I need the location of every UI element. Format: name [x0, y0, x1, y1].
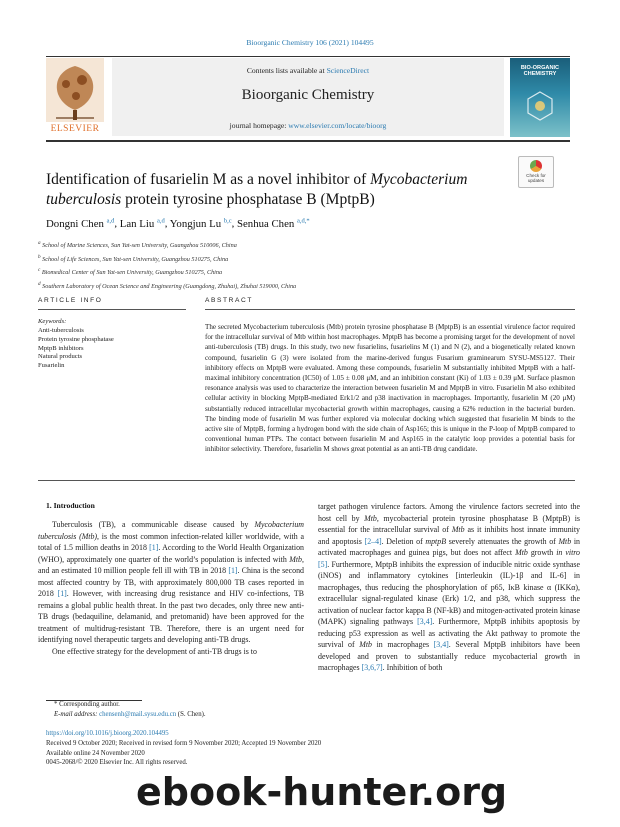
- doi-link[interactable]: https://doi.org/10.1016/j.bioorg.2020.104495: [46, 730, 169, 737]
- author-affiliation-sup: a,d: [106, 217, 115, 224]
- keyword-list: [38, 327, 188, 371]
- check-for-updates-button[interactable]: [518, 156, 554, 188]
- keyword: Fusarielin: [38, 362, 65, 370]
- author[interactable]: Yongjun Lu $^{b,c}$: [169, 217, 232, 230]
- keyword: Protein tyrosine phosphatase: [38, 335, 114, 343]
- affiliation: $^b$ School of Life Sciences, Sun Yat-sen University, Guangzhou 510275, China: [38, 253, 229, 263]
- title-organism: Mycobacterium tuberculosis: [46, 171, 468, 208]
- introduction-heading: 1. Introduction: [46, 501, 95, 510]
- author-affiliation-sup: a,d: [156, 217, 165, 224]
- contents-line: [112, 66, 504, 75]
- title-part1: Identification of fusarielin M as a novel inhibitor of: [46, 171, 371, 188]
- copyright: 0045-2068/© 2020 Elsevier Inc. All rights reserved.: [46, 759, 188, 767]
- intro-right-column: target pathogen virulence factors. Among the virulence factors secreted into the host cell by Mtb, mycobacterial protein tyrosine phosphatase B (MptpB) is essential for the intracellular survival of Mtb as it inhibits host innate immunity and apoptosis [2–4]. Deletion of mptpB severely attenuates the growth of Mtb in activated macrophages and guinea pigs, but does not affect Mtb growth in vitro [5]. Furthermore, MptpB inhibits the expression of inducible nitric oxide synthase (iNOS) and inflammatory cytokines [interleukin (IL)-1β and IL-6] in macrophages, thus reducing the phosphorylation of p65, IκB kinase α (IKKα), extracellular signal-regulated kinase (Erk) 1/2, and p38, which suppress the activation of nuclear factor kappa B (NF-kB) and mitogen-activated protein kinase (MAPK) signaling pathways [3,4]. Furthermore, MptpB inhibits apoptosis by reducing p53 expression as well as activating the Akt pathway to promote the survival of Mtb in macrophages [3,4]. Several MptpB inhibitors have been developed and proven to substantially reduce mycobacterial growth in macrophages [3,6,7]. Inhibition of both: [318, 502, 581, 672]
- keyword: Anti-tuberculosis: [38, 327, 84, 334]
- author[interactable]: Senhua Chen $^{a,d,*}$: [237, 217, 310, 230]
- homepage-prefix: journal homepage:: [229, 121, 289, 130]
- author-list: Dongni Chen $^{a,d}$, Lan Liu $^{a,d}$, Yongjun Lu $^{b,c}$, Senhua Chen $^{a,d,*}$: [46, 217, 310, 230]
- corresponding-author-note: * Corresponding author.: [54, 701, 120, 708]
- affiliation: $^a$ School of Marine Sciences, Sun Yat-sen University, Guangzhou 510006, China: [38, 240, 237, 250]
- keyword: MptpB inhibitors: [38, 344, 84, 352]
- author[interactable]: Dongni Chen $^{a,d}$: [46, 217, 115, 230]
- abstract-rule-bottom: [38, 480, 575, 481]
- journal-cover: [510, 58, 570, 137]
- keyword: Natural products: [38, 353, 83, 361]
- elsevier-logo: [46, 58, 104, 138]
- sciencedirect-link[interactable]: ScienceDirect: [326, 66, 370, 75]
- article-info-rule: [38, 309, 186, 310]
- affiliations: [38, 238, 558, 293]
- keywords-label: Keywords:: [38, 318, 67, 325]
- article-title: [46, 170, 506, 210]
- abstract-heading: ABSTRACT: [205, 297, 253, 304]
- intro-left-column: Tuberculosis (TB), a communicable disease caused by Mycobacterium tuberculosis (Mtb), is the most common infection-related killer worldwide, with a total of 1.5 million deaths in 2018 [1]. According to the World Health Organization (WHO), approximately one quarter of the world’s population is infected with Mtb, and an estimated 10 million people fell ill with TB in 2018 [1]. China is the second most affected country by TB, with approximately 800,000 TB cases reported in 2018 [1]. However, with increasing drug resistance and HIV co-infections, TB remains a global public health threat. In the past two decades, only three new anti-TB drugs (bedaquiline, delamanid, and pretomanid) have been approved for the treatment of multidrug-resistant TB. Therefore, there is an urgent need for identifying novel therapeutic targets and developing anti-TB drugs. One effective strategy for the development of anti-TB drugs is to: [38, 520, 304, 656]
- email-note: E-mail address: chensenh@mail.sysu.edu.cn (S. Chen).: [54, 711, 206, 718]
- check-updates-label: Check for updates: [526, 173, 546, 183]
- abstract-text: The secreted Mycobacterium tuberculosis (Mtb) protein tyrosine phosphatase B (MptpB) is an essential virulence factor required for the intracellular survival of Mtb within host macrophages. MptpB has become a promising target for the development of novel anti-tuberculosis (TB) drugs. In this study, two new fusarielins, fusarielins M (1) and N (2), and a biogenetically related known compound, fusarielin G (3) were isolated from the marine-derived fungus Fusarium graminearum SYSU-MS5127. Their inhibitory effects on MptpB were evaluated. Among these compounds, fusarielin M substantially inhibited MptpB with a half-maximal inhibitory concentration (IC50) of 1.05 ± 0.08 μM, and an inhibition constant (Ki) of 1.03 ± 0.39 μM. Surface plasmon resonance analysis was used to characterize the interaction between fusarielin M and MptpB in vitro. Fusarielin M also exhibited cellular activity in blocking MptpB-mediated Erk1/2 and p38 inactivation in macrophages. Importantly, fusarielin M (20 μM) substantially reduced intracellular mycobacterial growth within macrophages, causing a 62% reduction in the bacterial burden. The binding mode of fusarielin M was further explored via molecular docking which suggested that fusarielin M binds to the active site of MptpB, forming a hydrogen bond with the side chain of Asp165; this is unique in the P-loop of MptpB compared to conventional human PTPs. The contact between fusarielin M and Asp165 in the catalytic loop provides a potential basis for inhibitor selectivity. Therefore, fusarielin M shows great potential as an anti-TB drug candidate.: [205, 323, 575, 454]
- article-info-heading: ARTICLE INFO: [38, 297, 103, 304]
- contents-prefix: Contents lists available at: [246, 66, 327, 75]
- footnotes: [54, 700, 354, 720]
- journal-citation[interactable]: Bioorganic Chemistry 106 (2021) 104495: [246, 38, 374, 47]
- author-affiliation-sup: b,c: [223, 217, 232, 224]
- homepage-link[interactable]: www.elsevier.com/locate/bioorg: [288, 121, 387, 130]
- affiliation: $^c$ Biomedical Center of Sun Yat-sen University, Guangzhou 510275, China: [38, 267, 223, 277]
- journal-title: Bioorganic Chemistry: [241, 87, 375, 103]
- header-rule-top: [46, 56, 570, 57]
- header-rule-bottom: [46, 140, 570, 142]
- publisher-name: ELSEVIER: [50, 124, 100, 134]
- affiliation: $^d$ Southern Laboratory of Ocean Science and Engineering (Guangdong, Zhuhai), Zhuhai 519000, China: [38, 280, 297, 291]
- check-updates-icon: [530, 160, 542, 172]
- email-link[interactable]: chensenh@mail.sysu.edu.cn: [99, 711, 177, 718]
- available-online: Available online 24 November 2020: [46, 749, 145, 757]
- author[interactable]: Lan Liu $^{a,d}$: [119, 217, 165, 230]
- abstract-rule-top: [205, 309, 575, 310]
- cover-title: BIO-ORGANIC CHEMISTRY: [520, 65, 560, 78]
- received-dates: Received 9 October 2020; Received in revised form 9 November 2020; Accepted 19 November 2020: [46, 739, 322, 747]
- doi-block: [46, 729, 406, 768]
- journal-homepage: [112, 121, 504, 130]
- molecule-cover-icon: [518, 88, 562, 128]
- watermark: ebook-hunter.org: [136, 770, 508, 814]
- author-affiliation-sup: a,d,*: [296, 217, 310, 224]
- title-part2: protein tyrosine phosphatase B (MptpB): [121, 191, 375, 208]
